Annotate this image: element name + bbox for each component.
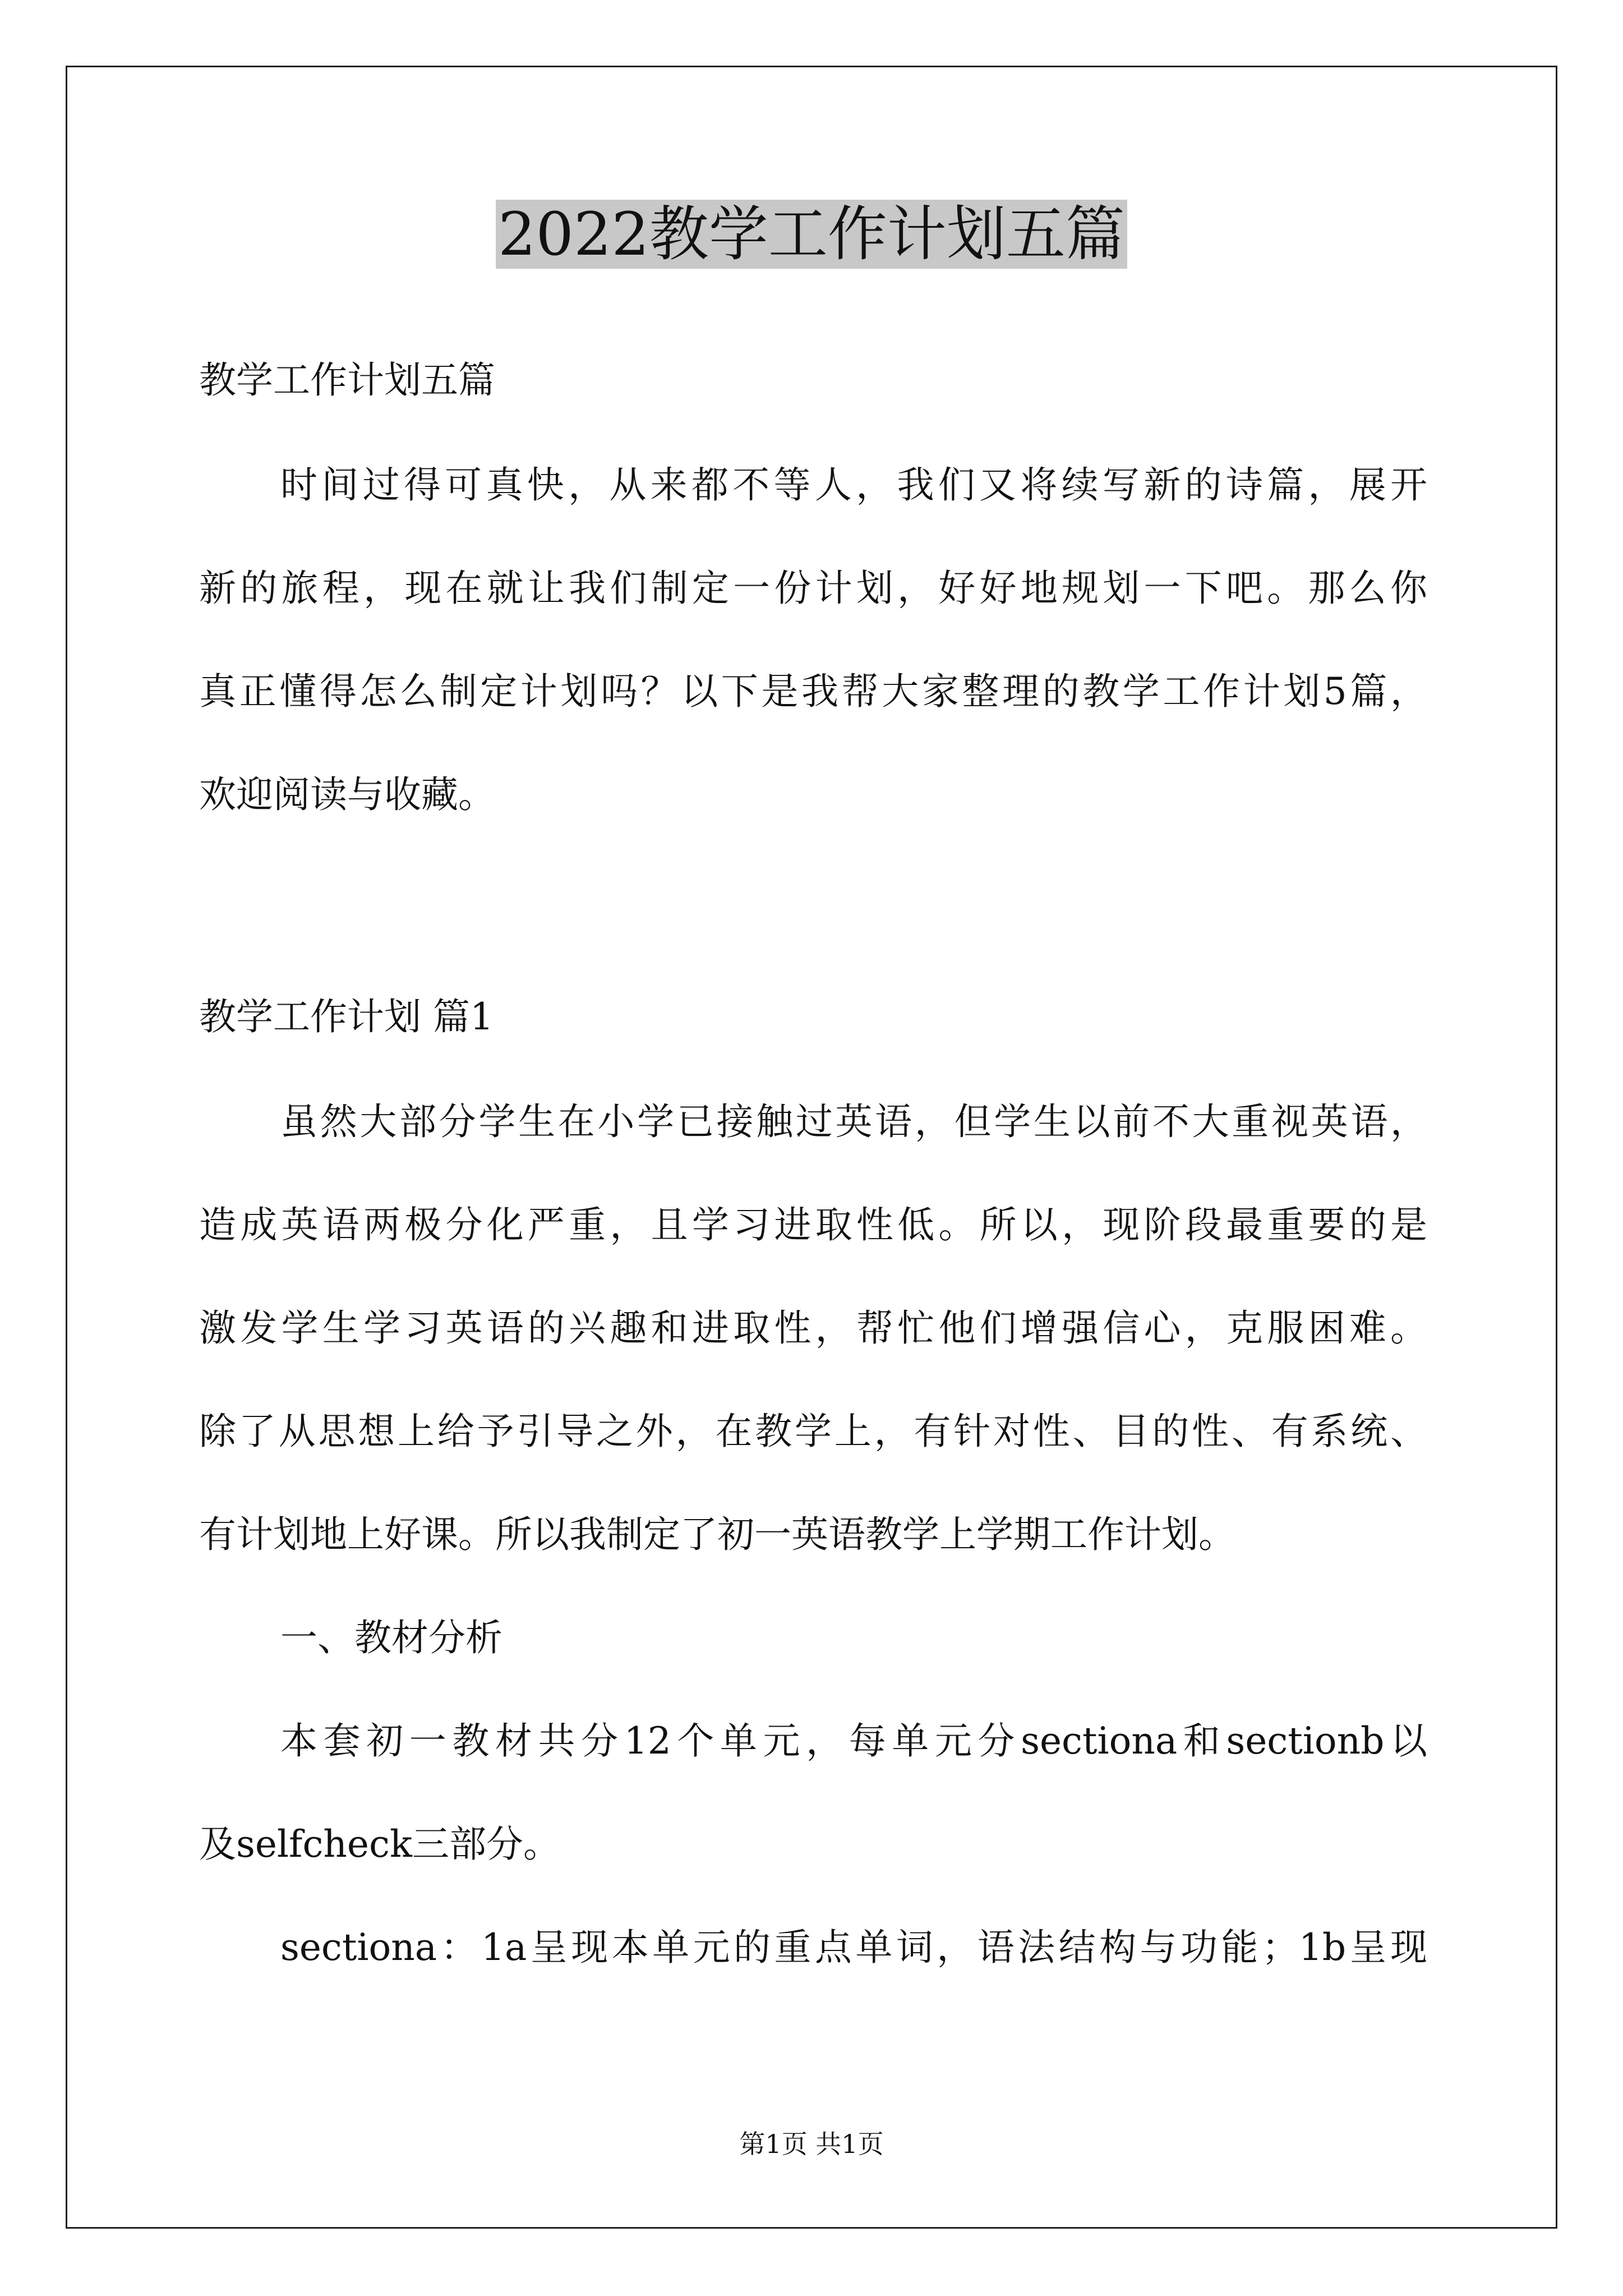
page-footer: 第1页 共1页 — [739, 2129, 884, 2159]
paragraph-line: 除了从思想上给予引导之外，在教学上，有针对性、目的性、有系统、 — [199, 1410, 1427, 1453]
section-heading: 教学工作计划 篇1 — [199, 995, 494, 1038]
paragraph-line: 时间过得可真快，从来都不等人，我们又将续写新的诗篇，展开 — [280, 463, 1427, 507]
paragraph-line: 造成英语两极分化严重，且学习进取性低。所以，现阶段最重要的是 — [199, 1203, 1427, 1246]
paragraph-line: 真正懂得怎么制定计划吗？以下是我帮大家整理的教学工作计划5篇， — [199, 670, 1427, 713]
paragraph-line: sectiona：1a呈现本单元的重点单词，语法结构与功能；1b呈现 — [280, 1926, 1427, 1969]
document-title: 2022教学工作计划五篇 — [0, 195, 1623, 274]
paragraph-line: 欢迎阅读与收藏。 — [199, 773, 495, 816]
paragraph-line: 有计划地上好课。所以我制定了初一英语教学上学期工作计划。 — [199, 1513, 1235, 1556]
subtitle: 教学工作计划五篇 — [199, 358, 495, 402]
paragraph-line: 新的旅程，现在就让我们制定一份计划，好好地规划一下吧。那么你 — [199, 567, 1427, 610]
paragraph-line: 及selfcheck三部分。 — [199, 1823, 560, 1866]
paragraph-line: 虽然大部分学生在小学已接触过英语，但学生以前不大重视英语， — [280, 1100, 1427, 1143]
paragraph-line: 本套初一教材共分12个单元，每单元分sectiona和sectionb以 — [280, 1719, 1427, 1763]
paragraph-line: 激发学生学习英语的兴趣和进取性，帮忙他们增强信心，克服困难。 — [199, 1306, 1427, 1350]
subsection-heading: 一、教材分析 — [280, 1616, 502, 1659]
